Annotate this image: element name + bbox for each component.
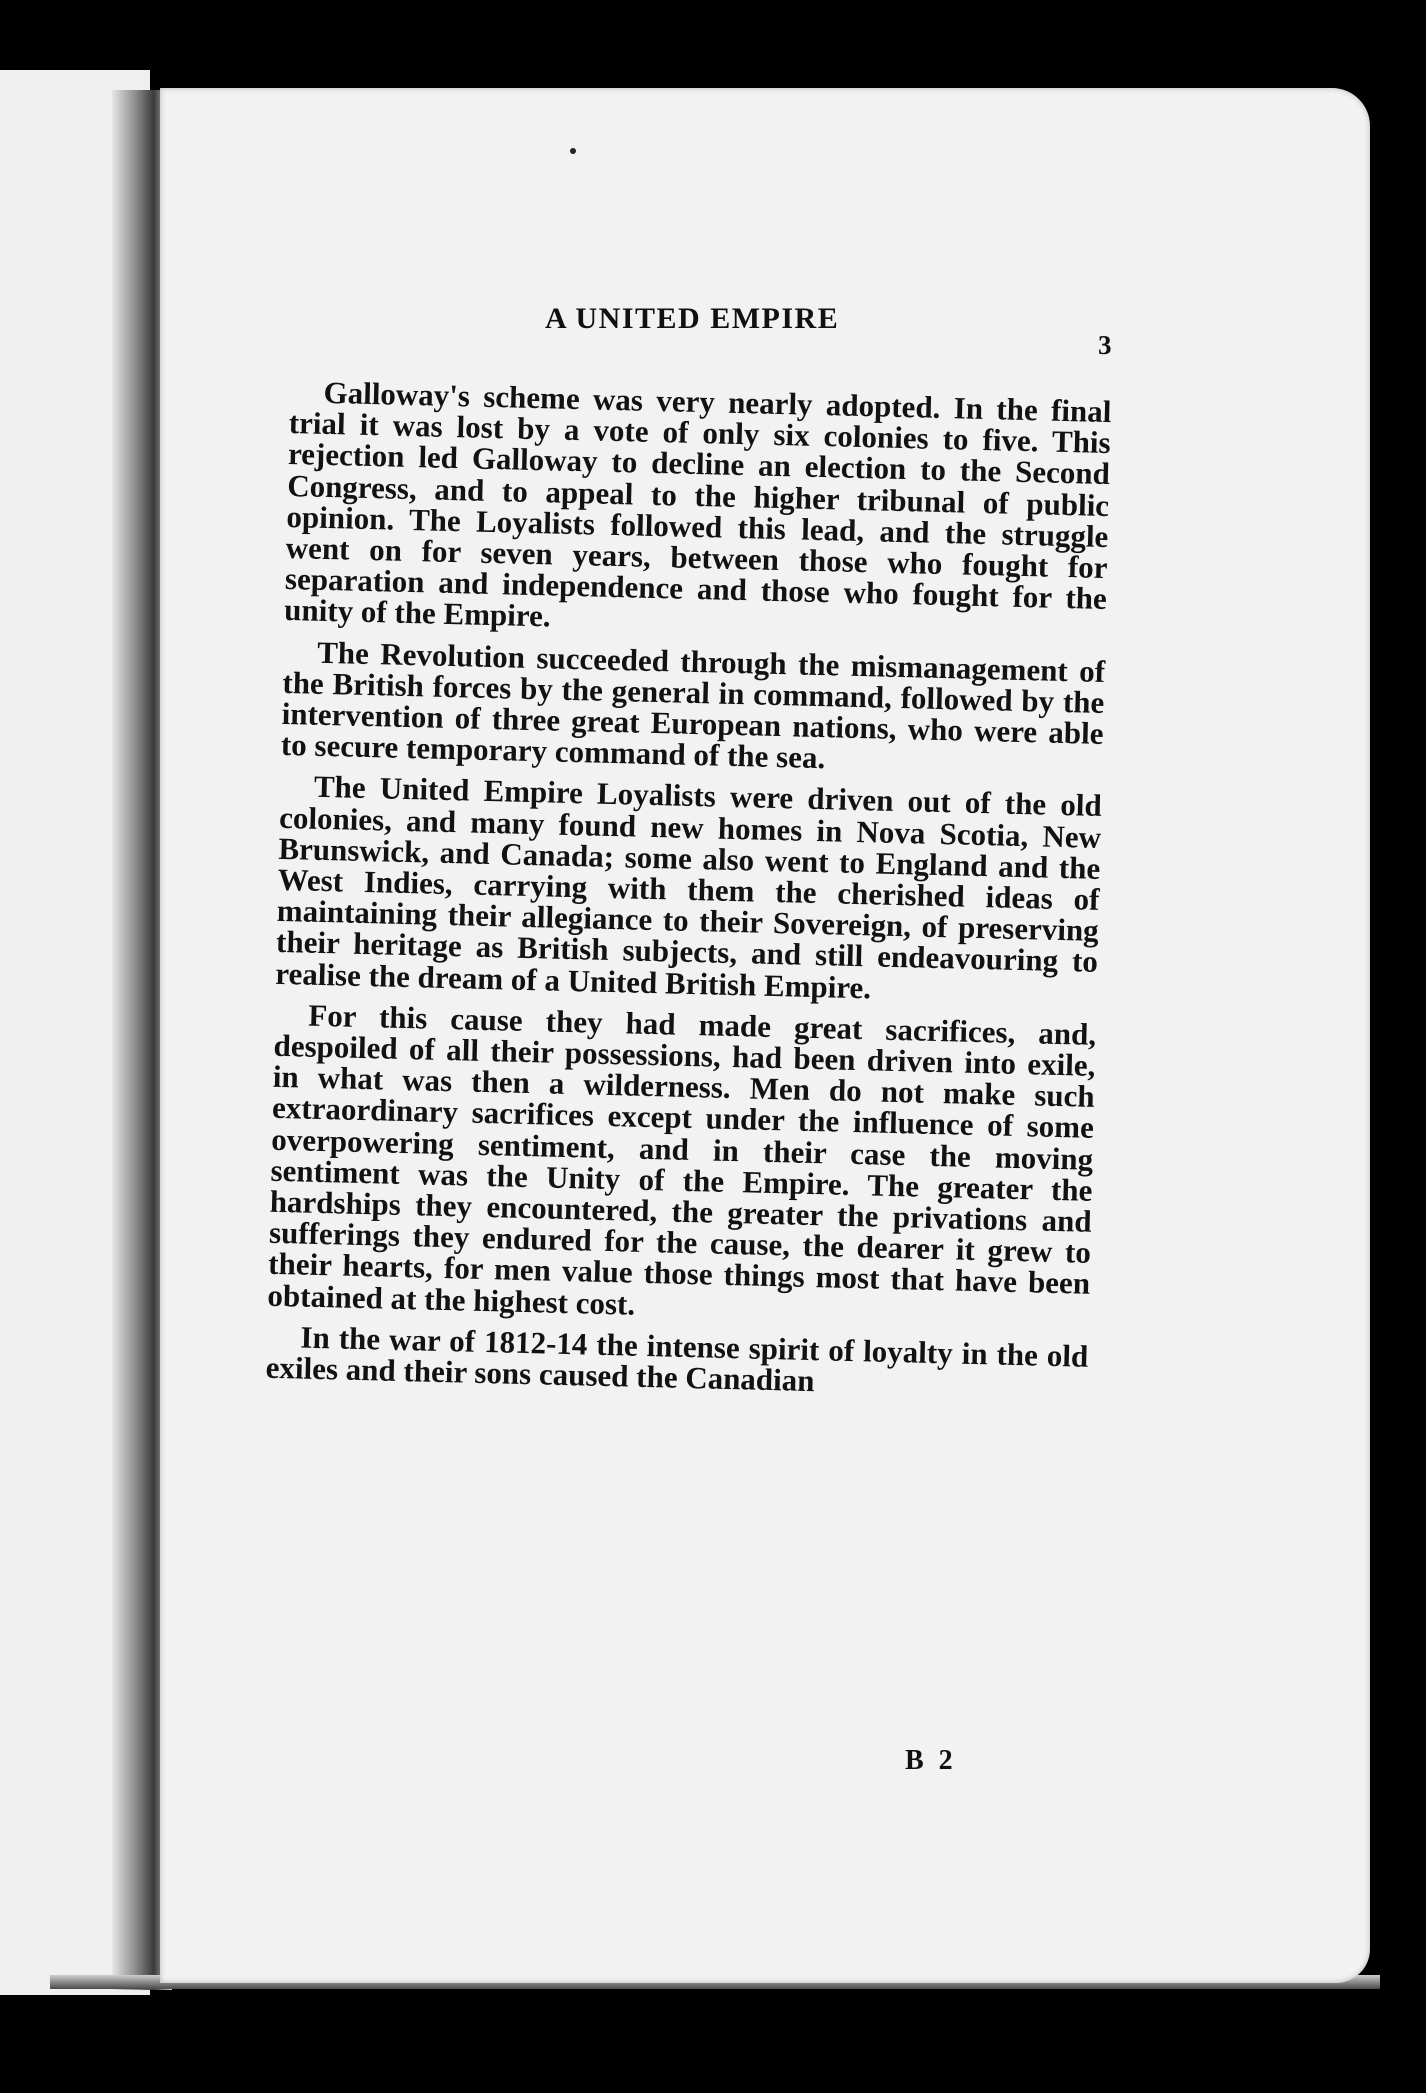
- paragraph: In the war of 1812-14 the intense spirit of loyalty in the old exiles and their sons caused the Canadian: [265, 1319, 1089, 1399]
- paragraph: For this cause they had made great sacrifices, and, despoiled of all their possessions, had been driven into exile, in what was then a wilderness. Men do not make such extraordinary sacrifices except under the influence of some overpowering sentiment, and in their case the moving sentiment was the Unity of the Empire. The greater the hardships they encountered, the greater the privations and sufferings they endured for the cause, the dearer it grew to their hearts, for men value those things most that have been obtained at the highest cost.: [267, 997, 1097, 1322]
- body-text: [265, 376, 1112, 1413]
- printer-dot-mark: [570, 148, 576, 154]
- page-number: 3: [1098, 330, 1112, 360]
- paragraph: The United Empire Loyalists were driven out of the old colonies, and many found new homes in Nova Scotia, New Brunswick, and Canada; some also went to England and the West Indies, carrying with them the cherished ideas of maintaining their allegiance to their Sovereign, of preserving their heritage as British subjects, and still endeavouring to realise the dream of a United British Empire.: [274, 769, 1103, 1006]
- signature-mark: B 2: [905, 1745, 957, 1776]
- paragraph: The Revolution succeeded through the mismanagement of the British forces by the general in command, followed by the intervention of three great European nations, who were able to secure temporary command of the sea.: [280, 634, 1106, 776]
- paragraph: Galloway's scheme was very nearly adopted. In the final trial it was lost by a vote of only six colonies to five. This rejection led Galloway to decline an election to the Second Congress, and to appeal to the higher tribunal of public opinion. The Loyalists followed this lead, and the struggle went on for seven years, between those who fought for separation and independence and those who fought for the unity of the Empire.: [283, 374, 1112, 634]
- running-head: A UNITED EMPIRE: [545, 302, 840, 335]
